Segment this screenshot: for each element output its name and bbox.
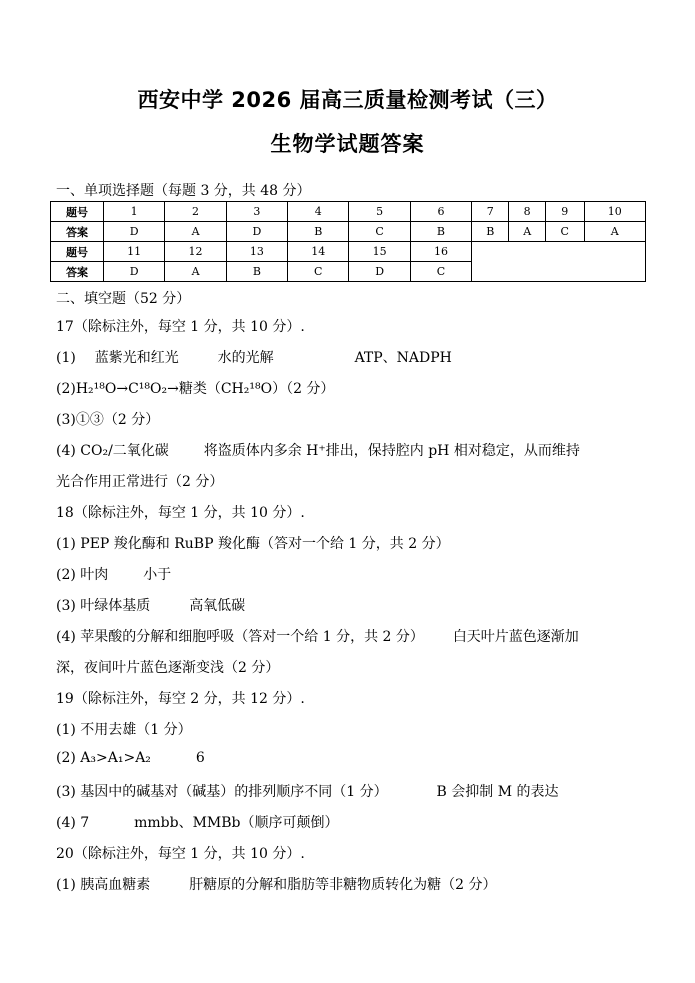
empty-cell xyxy=(472,242,646,282)
q18-l4-a: (4) 苹果酸的分解和细胞呼吸（答对一个给 1 分，共 2 分） xyxy=(56,629,424,645)
question-number: 14 xyxy=(288,242,349,262)
answer-cell: C xyxy=(545,222,584,242)
question-number: 6 xyxy=(410,202,471,222)
q18-heading: 18（除标注外，每空 1 分，共 10 分）. xyxy=(56,505,305,521)
answer-cell: A xyxy=(509,222,546,242)
question-number: 8 xyxy=(509,202,546,222)
question-number: 13 xyxy=(226,242,287,262)
q19-line-1: (1) 不用去雄（1 分） xyxy=(56,722,192,738)
q19-line-2 xyxy=(56,750,205,766)
question-number: 12 xyxy=(165,242,226,262)
question-number: 16 xyxy=(410,242,471,262)
question-number: 7 xyxy=(472,202,509,222)
q19-l3-a: (3) 基因中的碱基对（碱基）的排列顺序不同（1 分） xyxy=(56,784,388,800)
table-row-question-1 xyxy=(51,202,646,222)
question-number: 1 xyxy=(104,202,165,222)
q19-l3-b: B 会抑制 M 的表达 xyxy=(436,784,559,800)
q18-line-4 xyxy=(56,626,579,646)
question-number: 3 xyxy=(226,202,287,222)
page-title: 西安中学 2026 届高三质量检测考试（三） xyxy=(137,88,558,112)
q18-l2-b: 小于 xyxy=(143,567,172,583)
answer-cell: A xyxy=(584,222,645,242)
answer-cell: C xyxy=(410,262,471,282)
answer-cell: D xyxy=(349,262,410,282)
q20-line-1 xyxy=(56,874,497,894)
answer-cell: A xyxy=(165,222,226,242)
q20-l1-b: 肝糖原的分解和脂肪等非糖物质转化为糖（2 分） xyxy=(189,877,497,893)
question-number: 11 xyxy=(104,242,165,262)
answer-cell: C xyxy=(349,222,410,242)
q17-line-3: (3)①③（2 分） xyxy=(56,412,160,428)
section-heading-fill: 二、填空题（52 分） xyxy=(56,291,191,307)
row-label-answer: 答案 xyxy=(51,222,104,242)
section-heading-choice: 一、单项选择题（每题 3 分，共 48 分） xyxy=(56,183,311,199)
q17-l1-num: (1) xyxy=(56,350,76,366)
q17-l1-a: 蓝紫光和红光 xyxy=(94,350,179,366)
answer-table xyxy=(50,201,646,282)
q17-line-1 xyxy=(56,347,452,367)
q18-l3-b: 高氧低碳 xyxy=(189,598,246,614)
q18-l2-a: (2) 叶肉 xyxy=(56,567,109,583)
row-label-question: 题号 xyxy=(51,242,104,262)
answer-cell: C xyxy=(288,262,349,282)
q19-line-3 xyxy=(56,781,559,801)
question-number: 15 xyxy=(349,242,410,262)
row-label-question: 题号 xyxy=(51,202,104,222)
q17-l1-b: 水的光解 xyxy=(217,350,274,366)
q19-l4-b: mmbb、MMBb（顺序可颠倒） xyxy=(134,815,339,831)
q19-l2-a: (2) A₃>A₁>A₂ xyxy=(56,750,151,766)
q19-line-4 xyxy=(56,812,339,832)
table-row-answer-1 xyxy=(51,222,646,242)
q17-l4-a: (4) CO₂/二氧化碳 xyxy=(56,443,169,459)
question-number: 4 xyxy=(288,202,349,222)
question-number: 2 xyxy=(165,202,226,222)
q18-line-1: (1) PEP 羧化酶和 RuBP 羧化酶（答对一个给 1 分，共 2 分） xyxy=(56,536,450,552)
row-label-answer: 答案 xyxy=(51,262,104,282)
q17-l1-c: ATP、NADPH xyxy=(354,350,452,366)
question-number: 10 xyxy=(584,202,645,222)
answer-cell: B xyxy=(226,262,287,282)
question-number: 5 xyxy=(349,202,410,222)
q19-heading: 19（除标注外，每空 2 分，共 12 分）. xyxy=(56,691,305,707)
q18-line-5: 深，夜间叶片蓝色逐渐变浅（2 分） xyxy=(56,660,280,676)
answer-cell: D xyxy=(104,222,165,242)
q18-l3-a: (3) 叶绿体基质 xyxy=(56,598,151,614)
answer-cell: A xyxy=(165,262,226,282)
answer-cell: D xyxy=(104,262,165,282)
q18-line-2 xyxy=(56,564,171,584)
q18-l4-b: 白天叶片蓝色逐渐加 xyxy=(452,629,579,645)
q20-heading: 20（除标注外，每空 1 分，共 10 分）. xyxy=(56,846,305,862)
q19-l4-a: (4) 7 xyxy=(56,815,90,831)
question-number: 9 xyxy=(545,202,584,222)
answer-cell: B xyxy=(472,222,509,242)
answer-cell: B xyxy=(288,222,349,242)
table-row-question-2 xyxy=(51,242,646,262)
answer-cell: D xyxy=(226,222,287,242)
q20-l1-a: (1) 胰高血糖素 xyxy=(56,877,151,893)
page-subtitle: 生物学试题答案 xyxy=(270,132,425,156)
q17-line-2: (2)H₂¹⁸O→C¹⁸O₂→糖类（CH₂¹⁸O）（2 分） xyxy=(56,381,335,397)
q17-line-5: 光合作用正常进行（2 分） xyxy=(56,474,224,490)
answer-cell: B xyxy=(410,222,471,242)
q17-line-4 xyxy=(56,440,580,460)
q17-heading: 17（除标注外，每空 1 分，共 10 分）. xyxy=(56,319,305,335)
q17-l4-b: 将盗质体内多余 H⁺排出，保持腔内 pH 相对稳定，从而维持 xyxy=(203,443,580,459)
q18-line-3 xyxy=(56,595,245,615)
q19-l2-b: 6 xyxy=(195,750,205,766)
